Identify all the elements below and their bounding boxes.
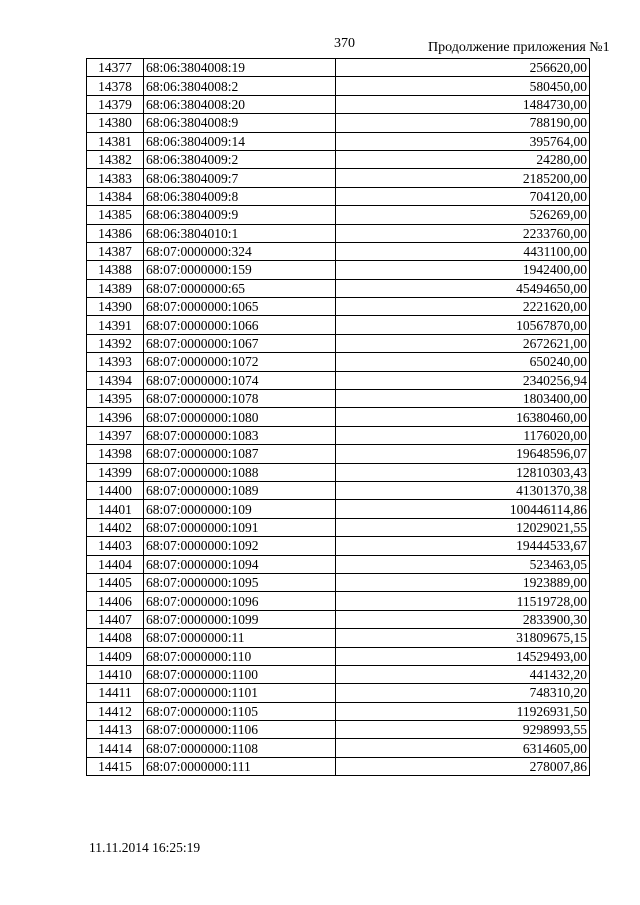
- table-row: [87, 316, 590, 334]
- table-row: [87, 224, 590, 242]
- cadastral-number: 68:06:3804009:8: [144, 187, 336, 205]
- table-row: [87, 206, 590, 224]
- row-number: 14388: [87, 261, 144, 279]
- cadastral-number: 68:07:0000000:1101: [144, 684, 336, 702]
- row-number: 14389: [87, 279, 144, 297]
- table-row: [87, 573, 590, 591]
- cadastral-value: 2340256,94: [336, 371, 590, 389]
- cadastral-number: 68:07:0000000:1095: [144, 573, 336, 591]
- row-number: 14407: [87, 610, 144, 628]
- cadastral-number: 68:07:0000000:1089: [144, 481, 336, 499]
- cadastral-number: 68:06:3804009:7: [144, 169, 336, 187]
- cadastral-value: 1484730,00: [336, 95, 590, 113]
- cadastral-number: 68:07:0000000:1066: [144, 316, 336, 334]
- cadastral-value: 1176020,00: [336, 426, 590, 444]
- row-number: 14397: [87, 426, 144, 444]
- table-row: [87, 114, 590, 132]
- cadastral-number: 68:06:3804008:19: [144, 59, 336, 77]
- row-number: 14396: [87, 408, 144, 426]
- row-number: 14398: [87, 445, 144, 463]
- cadastral-value: 526269,00: [336, 206, 590, 224]
- table-row: [87, 592, 590, 610]
- cadastral-value: 278007,86: [336, 757, 590, 775]
- cadastral-value: 2233760,00: [336, 224, 590, 242]
- table-row: [87, 59, 590, 77]
- table-row: [87, 426, 590, 444]
- table-row: [87, 390, 590, 408]
- row-number: 14377: [87, 59, 144, 77]
- cadastral-number: 68:07:0000000:1087: [144, 445, 336, 463]
- row-number: 14412: [87, 702, 144, 720]
- cadastral-value: 523463,05: [336, 555, 590, 573]
- row-number: 14387: [87, 242, 144, 260]
- table-row: [87, 95, 590, 113]
- row-number: 14381: [87, 132, 144, 150]
- row-number: 14378: [87, 77, 144, 95]
- row-number: 14414: [87, 739, 144, 757]
- row-number: 14380: [87, 114, 144, 132]
- table-row: [87, 610, 590, 628]
- table-body: [87, 59, 590, 776]
- cadastral-value: 788190,00: [336, 114, 590, 132]
- cadastral-number: 68:07:0000000:110: [144, 647, 336, 665]
- table-row: [87, 242, 590, 260]
- cadastral-value: 395764,00: [336, 132, 590, 150]
- table-row: [87, 463, 590, 481]
- cadastral-number: 68:07:0000000:1065: [144, 298, 336, 316]
- table-row: [87, 371, 590, 389]
- cadastral-value: 11519728,00: [336, 592, 590, 610]
- row-number: 14411: [87, 684, 144, 702]
- table-row: [87, 665, 590, 683]
- footer-timestamp: 11.11.2014 16:25:19: [89, 840, 201, 855]
- cadastral-number: 68:06:3804009:9: [144, 206, 336, 224]
- row-number: 14391: [87, 316, 144, 334]
- row-number: 14399: [87, 463, 144, 481]
- cadastral-value: 14529493,00: [336, 647, 590, 665]
- cadastral-number: 68:07:0000000:1100: [144, 665, 336, 683]
- cadastral-value: 19444533,67: [336, 537, 590, 555]
- table-row: [87, 647, 590, 665]
- row-number: 14385: [87, 206, 144, 224]
- table-row: [87, 481, 590, 499]
- row-number: 14403: [87, 537, 144, 555]
- row-number: 14379: [87, 95, 144, 113]
- table-row: [87, 279, 590, 297]
- table-row: [87, 169, 590, 187]
- cadastral-number: 68:07:0000000:1080: [144, 408, 336, 426]
- cadastral-number: 68:07:0000000:1099: [144, 610, 336, 628]
- row-number: 14415: [87, 757, 144, 775]
- table-row: [87, 555, 590, 573]
- table-row: [87, 187, 590, 205]
- row-number: 14390: [87, 298, 144, 316]
- cadastral-number: 68:06:3804009:14: [144, 132, 336, 150]
- cadastral-value: 650240,00: [336, 353, 590, 371]
- table-row: [87, 757, 590, 775]
- cadastral-value: 4431100,00: [336, 242, 590, 260]
- table-row: [87, 261, 590, 279]
- cadastral-number: 68:07:0000000:1092: [144, 537, 336, 555]
- cadastral-value: 6314605,00: [336, 739, 590, 757]
- page-number: 370: [334, 36, 355, 51]
- cadastral-number: 68:07:0000000:1094: [144, 555, 336, 573]
- table-row: [87, 500, 590, 518]
- cadastral-value: 10567870,00: [336, 316, 590, 334]
- row-number: 14394: [87, 371, 144, 389]
- cadastral-value: 12029021,55: [336, 518, 590, 536]
- cadastral-number: 68:07:0000000:1088: [144, 463, 336, 481]
- table-row: [87, 408, 590, 426]
- cadastral-value: 11926931,50: [336, 702, 590, 720]
- cadastral-number: 68:07:0000000:1067: [144, 334, 336, 352]
- row-number: 14405: [87, 573, 144, 591]
- cadastral-number: 68:07:0000000:1108: [144, 739, 336, 757]
- table-row: [87, 353, 590, 371]
- row-number: 14393: [87, 353, 144, 371]
- cadastral-value: 256620,00: [336, 59, 590, 77]
- cadastral-number: 68:07:0000000:65: [144, 279, 336, 297]
- cadastral-value: 704120,00: [336, 187, 590, 205]
- row-number: 14408: [87, 629, 144, 647]
- cadastral-number: 68:06:3804008:2: [144, 77, 336, 95]
- cadastral-value: 2221620,00: [336, 298, 590, 316]
- table-row: [87, 77, 590, 95]
- cadastral-value: 45494650,00: [336, 279, 590, 297]
- cadastral-number: 68:07:0000000:1078: [144, 390, 336, 408]
- cadastral-number: 68:06:3804009:2: [144, 150, 336, 168]
- row-number: 14383: [87, 169, 144, 187]
- cadastral-value: 9298993,55: [336, 721, 590, 739]
- table-row: [87, 684, 590, 702]
- cadastral-number: 68:07:0000000:324: [144, 242, 336, 260]
- table-row: [87, 445, 590, 463]
- row-number: 14382: [87, 150, 144, 168]
- cadastral-value: 12810303,43: [336, 463, 590, 481]
- row-number: 14386: [87, 224, 144, 242]
- row-number: 14384: [87, 187, 144, 205]
- cadastral-value: 2833900,30: [336, 610, 590, 628]
- cadastral-value: 2672621,00: [336, 334, 590, 352]
- cadastral-value: 100446114,86: [336, 500, 590, 518]
- cadastral-number: 68:06:3804010:1: [144, 224, 336, 242]
- cadastral-value: 1803400,00: [336, 390, 590, 408]
- cadastral-value: 1942400,00: [336, 261, 590, 279]
- cadastral-value: 441432,20: [336, 665, 590, 683]
- cadastral-number: 68:07:0000000:1074: [144, 371, 336, 389]
- table-row: [87, 334, 590, 352]
- table-row: [87, 739, 590, 757]
- cadastral-number: 68:07:0000000:1091: [144, 518, 336, 536]
- row-number: 14409: [87, 647, 144, 665]
- table-row: [87, 629, 590, 647]
- table-row: [87, 132, 590, 150]
- table-row: [87, 702, 590, 720]
- row-number: 14402: [87, 518, 144, 536]
- row-number: 14404: [87, 555, 144, 573]
- cadastral-number: 68:07:0000000:111: [144, 757, 336, 775]
- cadastral-number: 68:06:3804008:20: [144, 95, 336, 113]
- table-row: [87, 721, 590, 739]
- cadastral-table: [86, 58, 590, 776]
- cadastral-number: 68:06:3804008:9: [144, 114, 336, 132]
- row-number: 14406: [87, 592, 144, 610]
- cadastral-value: 24280,00: [336, 150, 590, 168]
- row-number: 14410: [87, 665, 144, 683]
- table-row: [87, 537, 590, 555]
- cadastral-number: 68:07:0000000:109: [144, 500, 336, 518]
- row-number: 14400: [87, 481, 144, 499]
- row-number: 14401: [87, 500, 144, 518]
- cadastral-value: 1923889,00: [336, 573, 590, 591]
- cadastral-value: 580450,00: [336, 77, 590, 95]
- page-header: Продолжение приложения №1: [428, 40, 610, 55]
- cadastral-number: 68:07:0000000:1083: [144, 426, 336, 444]
- cadastral-value: 31809675,15: [336, 629, 590, 647]
- cadastral-value: 41301370,38: [336, 481, 590, 499]
- table-row: [87, 518, 590, 536]
- row-number: 14395: [87, 390, 144, 408]
- table-row: [87, 298, 590, 316]
- cadastral-number: 68:07:0000000:1106: [144, 721, 336, 739]
- cadastral-value: 16380460,00: [336, 408, 590, 426]
- cadastral-value: 2185200,00: [336, 169, 590, 187]
- table-row: [87, 150, 590, 168]
- cadastral-number: 68:07:0000000:1105: [144, 702, 336, 720]
- cadastral-number: 68:07:0000000:1096: [144, 592, 336, 610]
- cadastral-value: 748310,20: [336, 684, 590, 702]
- cadastral-number: 68:07:0000000:1072: [144, 353, 336, 371]
- cadastral-value: 19648596,07: [336, 445, 590, 463]
- cadastral-number: 68:07:0000000:159: [144, 261, 336, 279]
- row-number: 14413: [87, 721, 144, 739]
- row-number: 14392: [87, 334, 144, 352]
- cadastral-number: 68:07:0000000:11: [144, 629, 336, 647]
